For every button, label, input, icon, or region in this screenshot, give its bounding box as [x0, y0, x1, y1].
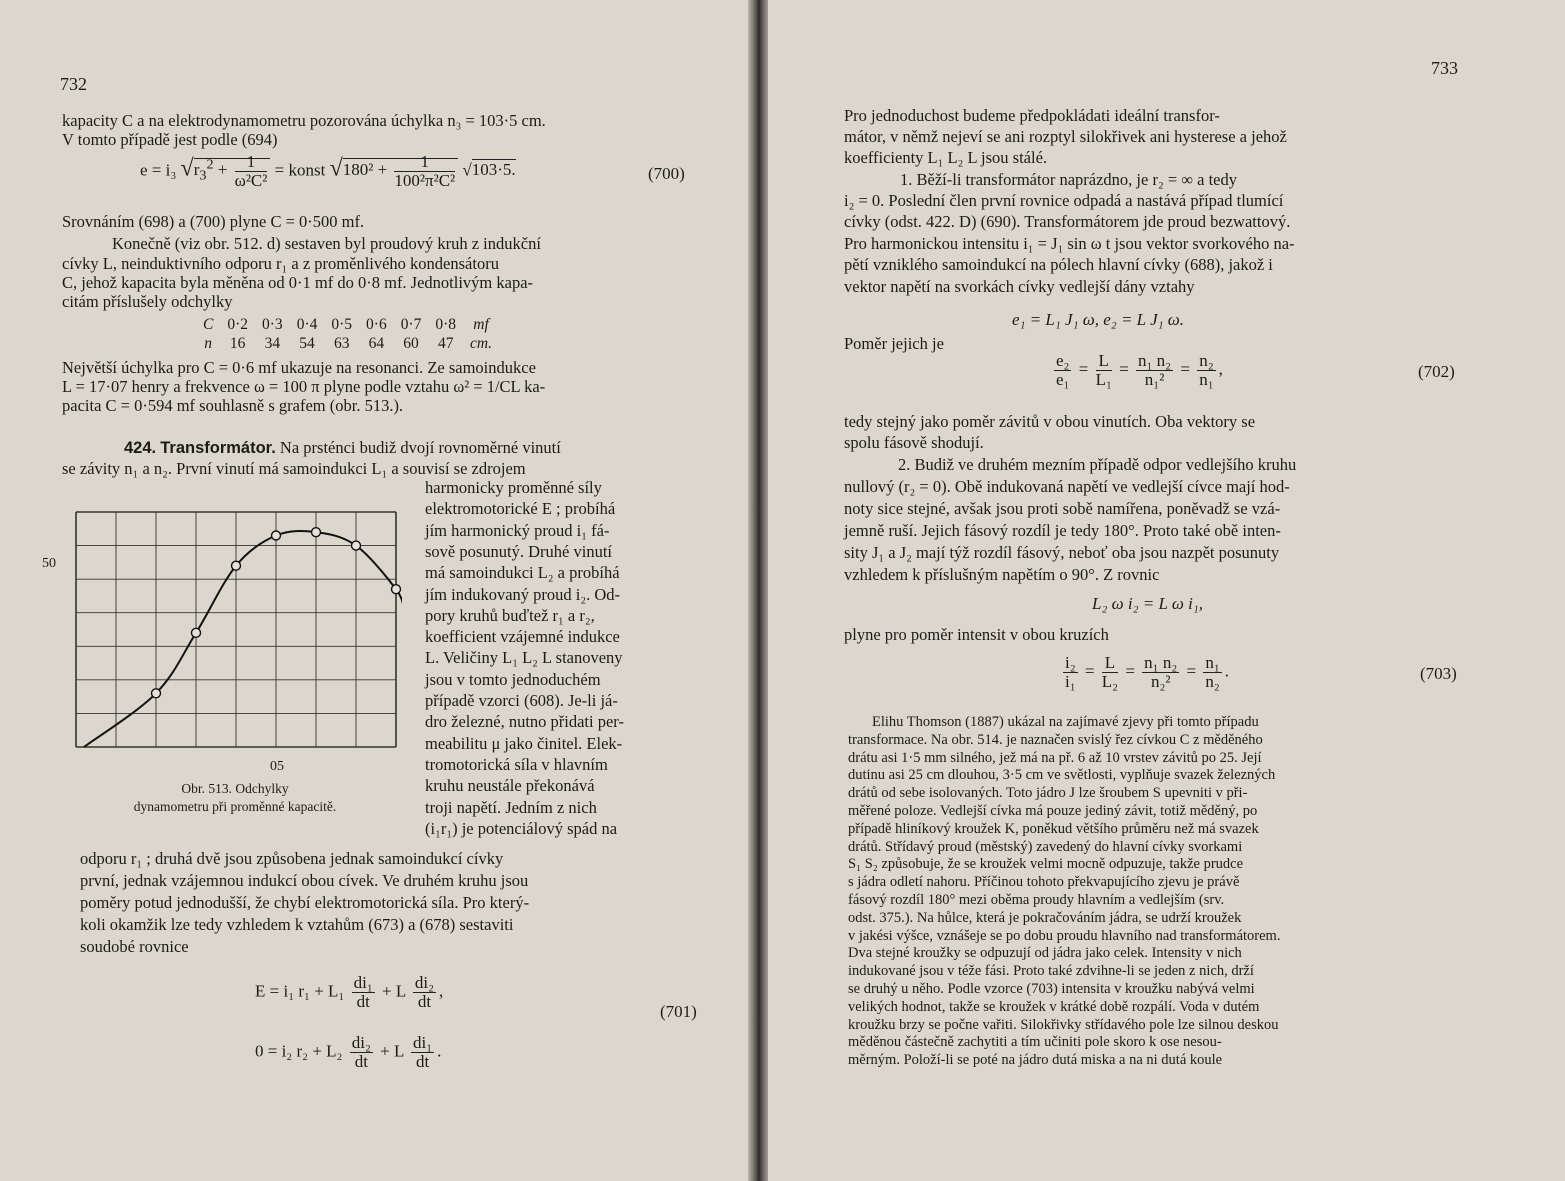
small-line: měřené poloze. Vedlejší cívka má pouze jediný závit, totiž měděný, po: [848, 803, 1258, 819]
data-point: [152, 689, 161, 698]
small-line: transformace. Na obr. 514. je naznačen svislý řez cívkou C z měděného: [848, 731, 1263, 748]
para2-line-1: Největší úchylka pro C = 0·6 mf ukazuje na resonanci. Ze samoindukce: [62, 358, 536, 377]
table-cell: 60: [403, 335, 419, 352]
eq700-frac-1: $\frac{1}{\text{ω²C²}}$: [234, 152, 268, 190]
table-cell: 0·8: [435, 316, 457, 333]
eq700-konst: = konst: [274, 160, 326, 180]
small-line: měrným. Položí-li se poté na jádro dutá miska a na ni dutá koule: [848, 1052, 1223, 1069]
p2-line-1: 1. Běží-li transformátor naprázdno, je r₂ = ∞ a tedy: [900, 170, 1237, 189]
table-row: [196, 316, 499, 335]
p2-line-3: cívky (odst. 422. D) (690). Transformátorem jde proud bezwattový.: [844, 212, 1291, 231]
data-point: [272, 531, 281, 540]
equation-701-row-1: E = i₁ r₁ + L₁ $\frac{\text{di₁}}{dt}$ + L $\frac{\text{di₂}}{dt}$ ,: [255, 973, 444, 1011]
wrap-line: pory kruhů buďtež r₁ a r₂,: [425, 605, 595, 625]
wrap-line: troji napětí. Jedním z nich: [425, 797, 597, 817]
table-cell: 0·4: [296, 316, 318, 333]
p2-line-2: i₂ = 0. Poslední člen první rovnice odpadá a nastává případ tlumící: [844, 191, 1284, 210]
section-title: Transformátor.: [160, 439, 276, 457]
wrap-line: dro železné, nutno přidati per-: [425, 712, 624, 732]
para2-line-2: L = 17·07 henry a frekvence ω = 100 π plyne podle vztahu ω² = 1/CL ka-: [62, 377, 546, 396]
para1-line-5: citám příslušely odchylky: [62, 292, 233, 311]
wrap-line: jsou v tomto jednoduchém: [425, 669, 601, 689]
wrap-line: koefficient vzájemné indukce: [425, 627, 620, 647]
table-cell: 47: [437, 335, 454, 352]
wrap-line: jím indukovaný proud i₂. Od-: [425, 584, 621, 604]
resonance-chart: [50, 498, 402, 766]
p1-line-2: mátor, v němž nejeví se ani rozptyl silokřivek ani hysterese a jehož: [844, 127, 1287, 146]
small-line: Elihu Thomson (1887) ukázal na zajímavé zjevy při tomto případu: [872, 714, 1259, 730]
wrap-line: má samoindukci L₂ a probíhá: [425, 563, 620, 583]
page-number-right: 733: [1431, 58, 1458, 78]
equation-number-702: (702): [1418, 362, 1455, 381]
small-line: drátů od sebe isolovaných. Toto jádro J lze šroubem S upevniti v při-: [848, 785, 1248, 802]
p4-line-1: 2. Budiž ve druhém mezním případě odpor vedlejšího kruhu: [898, 455, 1297, 474]
small-line: indukované jsou v téže fási. Proto také zdvihne-li se jeden z nich, drží: [848, 963, 1254, 980]
table-cell: 0·5: [331, 316, 353, 333]
para1-line-3: cívky L, neinduktivního odporu r₁ a z proměnlivého kondensátoru: [62, 254, 499, 273]
small-line: případě hliníkový kroužek K, poněkud většího průměru než má svazek: [848, 820, 1259, 837]
full-line-5: soudobé rovnice: [80, 937, 189, 956]
data-point: [352, 541, 361, 550]
data-point: [232, 561, 241, 570]
para2-line-3: pacita C = 0·594 mf souhlasně s grafem (obr. 513.).: [62, 396, 404, 415]
p1-line-3: koefficienty L₁ L₂ L jsou stálé.: [844, 148, 1048, 167]
eq700-frac-2: $\frac{1}{\text{100²π²C²}}$: [394, 152, 456, 190]
table-cell: 0·6: [366, 316, 387, 333]
chart-curve: [84, 531, 402, 747]
eq700-180: 180² +: [342, 160, 392, 180]
p2-line-6: vektor napětí na svorkách cívky vedlejší dány vztahy: [844, 277, 1195, 296]
intro-line-1: kapacity C a na elektrodynamometru pozorována úchylka n₃ = 103·5 cm.: [62, 111, 546, 130]
table-cell: 63: [333, 335, 350, 352]
equation-e: e₁ = L₁ J₁ ω, e₂ = L J₁ ω.: [1012, 310, 1185, 329]
wrap-line: kruhu neustále překonává: [425, 776, 595, 796]
equation-number-703: (703): [1420, 664, 1457, 683]
chart-grid: [76, 512, 396, 747]
small-line: velikých hodnot, takže se kroužek v krátké době rozpálí. Voda v dutém: [848, 998, 1260, 1015]
para1-line-2: Konečně (viz obr. 512. d) sestaven byl proudový kruh z indukční: [112, 234, 541, 253]
table-row: [196, 335, 499, 354]
equation-number-701: (701): [660, 1002, 697, 1021]
eq700-sqrt-1: √: [180, 155, 194, 182]
wrap-line: (i₁r₁) je potenciálový spád na: [425, 818, 618, 838]
equation-L: L₂ ω i₂ = L ω i₁,: [1092, 594, 1204, 613]
section-line-1: Na prsténci budiž dvojí rovnoměrné vinutí: [279, 438, 561, 457]
p1-line-1: Pro jednoduchost budeme předpokládati ideální transfor-: [844, 106, 1220, 125]
p5-line: plyne pro poměr intensit v obou kruzích: [844, 625, 1109, 644]
p4-line-2: nullový (r₂ = 0). Obě indukovaná napětí ve vedlejší cívce mají hod-: [844, 477, 1290, 496]
wrap-line: meabilitu μ jako činitel. Elek-: [425, 733, 623, 753]
eq700-r1: r: [193, 160, 200, 180]
full-line-4: koli okamžik lze tedy vzhledem k vztahům (673) a (678) sestaviti: [80, 915, 514, 934]
figure-caption-1: Obr. 513. Odchylky: [181, 781, 289, 796]
equation-700: e = i₃ $√r_3^2$ + $\frac{1}{\text{ω²C²}}$ = konst √180² + $\frac{1}{\text{100²π²C²}}$ √103·5.: [140, 152, 516, 190]
section-heading: [124, 438, 561, 458]
small-line: kroužku brzy se počne vařiti. Silokřivky střídavého pole lze silnou deskou: [848, 1016, 1279, 1033]
eq700-1035: 103·5.: [471, 160, 516, 180]
equation-number-700: (700): [648, 164, 685, 183]
equation-701-row-2: 0 = i₂ r₂ + L₂ $\frac{\text{di₂}}{dt}$ + L $\frac{\text{di₁}}{dt}$ .: [255, 1033, 442, 1071]
eq700-lhs: e = i₃: [140, 160, 177, 180]
data-point: [392, 585, 401, 594]
wrap-line: tromotorická síla v hlavním: [425, 754, 608, 774]
small-line: se druhý u něho. Podle vzorce (703) intensita v kroužku nabývá velmi: [848, 981, 1255, 997]
eq700-sqrt-3: √: [462, 160, 472, 180]
p3-line-2: spolu fásově shodují.: [844, 433, 984, 452]
figure-caption-2: dynamometru při proměnné kapacitě.: [133, 799, 337, 814]
left-page: [0, 0, 752, 1181]
table-label-c: C: [203, 316, 214, 333]
para1-line-1: Srovnáním (698) a (700) plyne C = 0·500 mf.: [62, 212, 365, 231]
table-cell: 0·2: [227, 316, 249, 333]
small-line: odst. 375.). Na hůlce, která je pokračováním jádra, se udrží kroužek: [848, 909, 1242, 926]
small-line: měděnou částečně zachytiti a tím učiniti pole skoro k ose nesou-: [848, 1034, 1222, 1051]
para1-line-4: C, jehož kapacita byla měněna od 0·1 mf do 0·8 mf. Jednotlivým kapa-: [62, 273, 534, 292]
small-line: drátu asi 1·5 mm silného, jež má na př. 6 až 10 vrstev závitů po 25. Její: [848, 749, 1262, 766]
small-line: s jádra odletí nahoru. Příčinou tohoto překvapujícího zjevu je právě: [848, 874, 1240, 891]
p2-line-4: Pro harmonickou intensitu i₁ = J₁ sin ω t jsou vektor svorkového na-: [844, 234, 1295, 253]
page-number-left: 732: [60, 74, 87, 94]
equation-702: $\frac{\text{e₂}}{\text{e₁}}$ = $\frac{L}{\text{L₁}}$ = $\frac{\text{n₁ n₂}}{\text{n₁²}}$ = $\frac{\text{n₂}}{\text{n₁}}$ ,: [1056, 351, 1223, 389]
table-cell: 16: [229, 335, 246, 352]
data-point: [192, 628, 201, 637]
p3-line-1: tedy stejný jako poměr závitů v obou vinutích. Oba vektory se: [844, 412, 1256, 431]
small-line: fásový rozdíl 180° mezi oběma proudy hlavním a vedlejším (srv.: [848, 892, 1225, 908]
right-page: [768, 0, 1565, 1181]
small-line: Dva stejné kroužky se odpuzují od jádra jako celek. Intensity v nich: [848, 945, 1242, 962]
section-line-2: se závity n₁ a n₂. První vinutí má samoindukci L₁ a souvisí se zdrojem: [62, 459, 526, 478]
ratio-intro: Poměr jejich je: [844, 334, 944, 353]
full-line-1: odporu r₁ ; druhá dvě jsou způsobena jednak samoindukcí cívky: [80, 849, 504, 868]
table-label-n: n: [204, 335, 213, 352]
wrap-line: elektromotorické E ; probíhá: [425, 499, 616, 519]
wrap-line: L. Veličiny L₁ L₂ L stanoveny: [425, 648, 623, 668]
p2-line-5: pětí vzniklého samoindukcí na pólech hlavní cívky (688), jakož i: [844, 255, 1273, 274]
section-number: 424.: [124, 439, 157, 457]
small-line: S₁ S₂ způsobuje, že se kroužek velmi mocně odpuzuje, takže prudce: [848, 856, 1244, 873]
y-tick-label: 50: [42, 556, 56, 571]
x-tick-label: 05: [270, 759, 284, 774]
small-line: v jakési výšce, vznášeje se po dobu proudu hlavního nad transformátorem.: [848, 927, 1281, 944]
p4-line-5: sity J₁ a J₂ mají týž rozdíl fásový, neboť oba jsou nazpět posunuty: [844, 543, 1280, 562]
wrap-line: harmonicky proměnné síly: [425, 478, 602, 497]
resonance-curve-line: [84, 531, 402, 747]
p4-line-3: noty sice stejné, avšak jsou proti sobě namířena, poněvadž se vzá-: [844, 499, 1281, 518]
wrap-line: případě vzorci (608). Je-li já-: [425, 691, 618, 710]
p4-line-4: jemně ruší. Jejich fásový rozdíl je tedy 180°. Proto také obě inten-: [844, 521, 1281, 540]
table-cell: 64: [368, 335, 385, 352]
intro-line-2: V tomto případě jest podle (694): [62, 130, 278, 149]
equation-703: $\frac{\text{i₂}}{\text{i₁}}$ = $\frac{L}{\text{L₂}}$ = $\frac{\text{n₁ n₂}}{\text{n₂²}}$ = $\frac{\text{n₁}}{\text{n₂}}$ .: [1065, 653, 1230, 691]
wrap-line: jím harmonický proud i₁ fá-: [425, 520, 610, 540]
book-gutter: [748, 0, 770, 1181]
table-cell: 0·3: [262, 316, 283, 333]
eq700-plus: +: [213, 160, 232, 180]
table-unit: mf: [473, 316, 489, 333]
table-cell: 34: [264, 335, 281, 352]
table-unit: cm.: [470, 335, 492, 352]
table-cell: 54: [299, 335, 315, 352]
small-line: drátů. Střídavý proud (městský) zavedený do hlavní cívky svorkami: [848, 838, 1243, 855]
full-line-2: první, jednak vzájemnou indukcí obou cívek. Ve druhém kruhu jsou: [80, 871, 529, 890]
wrap-line: sově posunutý. Druhé vinutí: [425, 541, 612, 561]
full-line-3: poměry potud jednodušší, že chybí elektromotorická síla. Pro který-: [80, 893, 530, 912]
data-point: [312, 528, 321, 537]
small-line: dutinu asi 25 cm dlouhou, 3·5 cm ve světlosti, vyplňuje svazek železných: [848, 767, 1276, 784]
table-cell: 0·7: [400, 316, 422, 333]
capacity-table: [196, 316, 499, 354]
eq700-sqrt-2: √: [329, 155, 343, 182]
p4-line-6: vzhledem k příslušným napětím o 90°. Z rovnic: [844, 565, 1160, 584]
